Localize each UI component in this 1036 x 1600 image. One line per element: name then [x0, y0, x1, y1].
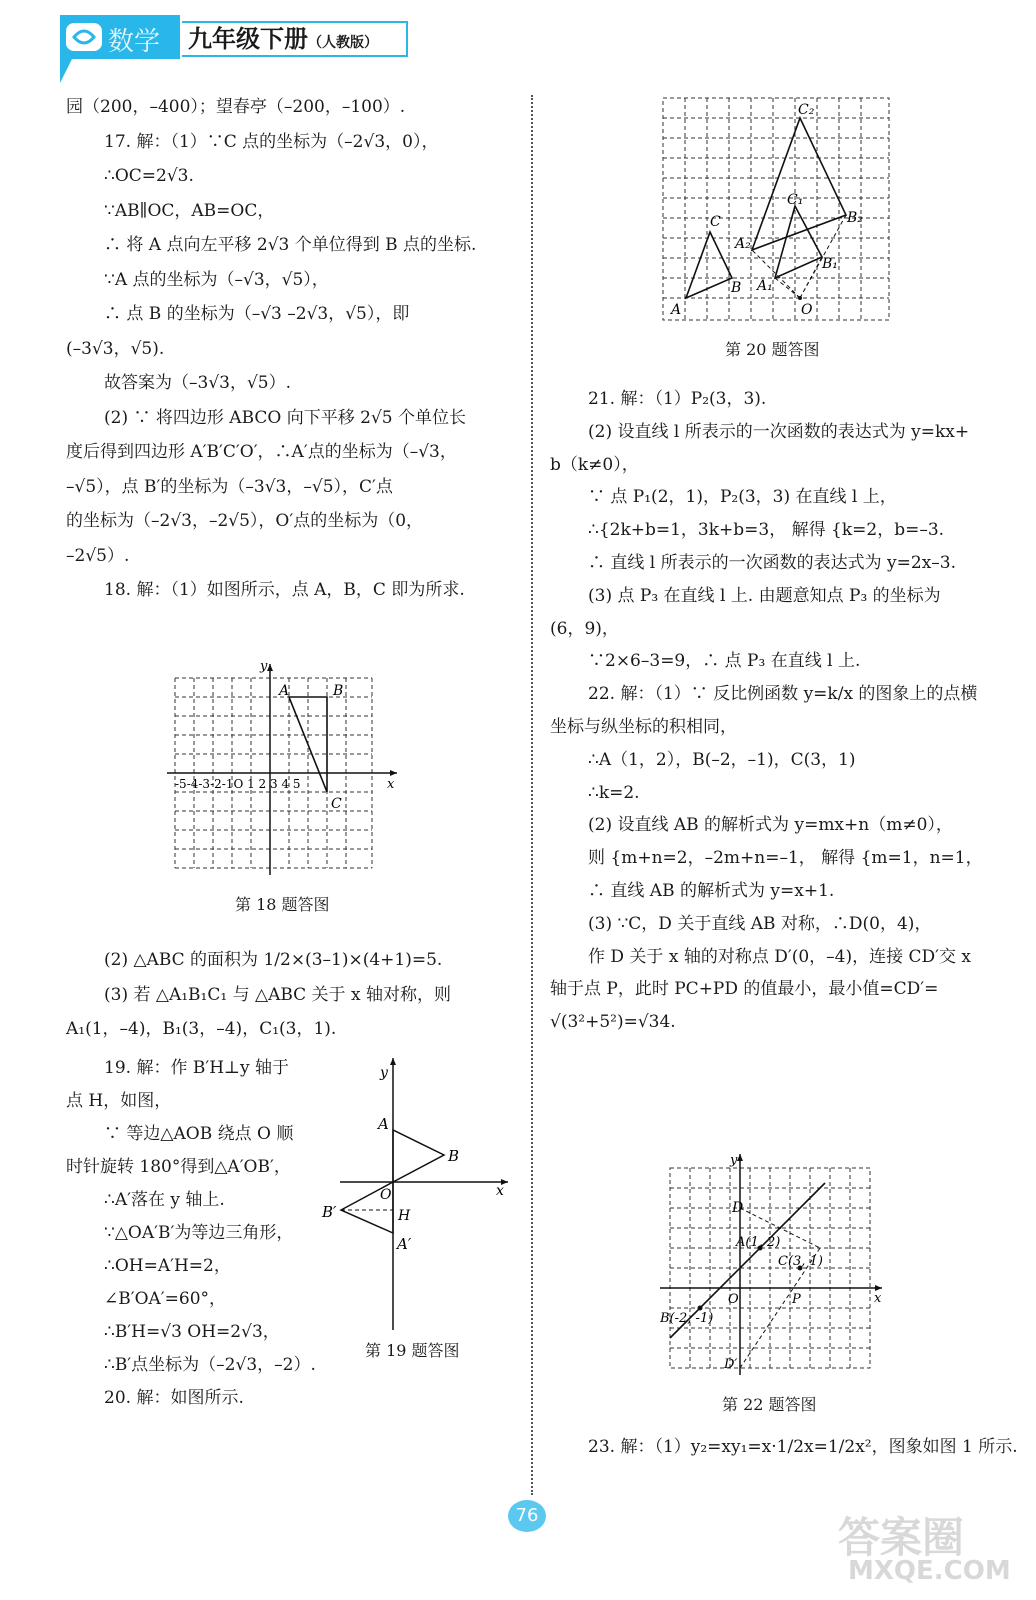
text-line: ∴A′落在 y 轴上. — [104, 1190, 225, 1210]
text-line: 轴于点 P，此时 PC+PD 的值最小，最小值=CD′= — [550, 979, 939, 1000]
text-line: 18. 解：（1）如图所示，点 A，B，C 即为所求. — [104, 580, 465, 600]
fig19-caption: 第 19 题答图 — [365, 1341, 460, 1360]
fig19-label-a: A — [378, 1115, 389, 1133]
fig19-label-a-prime: A′ — [397, 1235, 412, 1253]
fig20-label-b1: B₁ — [822, 256, 838, 272]
book-title — [182, 21, 408, 57]
text-line: (3) ∵C，D 关于直线 AB 对称，∴D(0，4)， — [588, 913, 932, 934]
grade-title: 九年级下册 — [188, 25, 308, 53]
fig22-grid-figure — [660, 1150, 890, 1378]
fig22-axis-y: y — [730, 1153, 738, 1168]
fig22-label-c: C(3, 1) — [778, 1254, 823, 1269]
fig20-label-b2: B₂ — [847, 210, 863, 226]
text-line: ∵ 点 P₁(2，1)，P₂(3，3) 在直线 l 上， — [588, 487, 897, 508]
text-line: ∴ 直线 l 所表示的一次函数的表达式为 y=2x–3. — [588, 552, 957, 573]
text-line: ∴B′点坐标为（–2√3，–2）. — [104, 1355, 316, 1375]
fig20-label-c: C — [710, 214, 721, 230]
fig19-figure — [318, 1055, 513, 1335]
badge-tail — [60, 59, 72, 83]
text-line: 点 H，如图， — [66, 1091, 172, 1111]
edition-label: （人教版） — [308, 35, 378, 51]
fig18-axis-x: x — [387, 777, 395, 792]
fig18-tick-labels: -5-4-3-2-1O 1 2 3 4 5 — [175, 777, 301, 791]
text-line: 19. 解：作 B′H⊥y 轴于 — [104, 1058, 290, 1078]
text-line: ∴ 点 B 的坐标为（–√3 –2√3，√5），即 — [104, 304, 410, 324]
watermark-text: 答案圈 — [838, 1513, 965, 1562]
text-line: (3) 点 P₃ 在直线 l 上. 由题意知点 P₃ 的坐标为 — [588, 585, 941, 606]
leaf-logo-icon — [66, 23, 102, 51]
text-line: ∵A 点的坐标为（–√3，√5）， — [104, 269, 329, 290]
fig22-label-a: A(1, 2) — [736, 1235, 781, 1250]
fig19-label-b: B — [448, 1147, 460, 1165]
text-line: (6，9)， — [550, 618, 619, 639]
right-column-q23 — [550, 1430, 1018, 1465]
text-line: 则 {m+n=2，–2m+n=–1， 解得 {m=1，n=1， — [588, 848, 983, 869]
fig20-label-a1: A₁ — [757, 278, 773, 294]
fig22-caption: 第 22 题答图 — [722, 1395, 817, 1414]
text-line: ∴B′H=√3 OH=2√3， — [104, 1322, 280, 1342]
text-line: (2) 设直线 AB 的解析式为 y=mx+n（m≠0）， — [588, 815, 953, 836]
text-line: ∵2×6–3=9，∴ 点 P₃ 在直线 l 上. — [588, 651, 861, 672]
text-line: –2√5）. — [66, 545, 130, 566]
text-line: ∵△OA′B′为等边三角形， — [104, 1223, 294, 1243]
text-line: ∠B′OA′=60°， — [104, 1289, 227, 1309]
fig18-label-b: B — [333, 683, 344, 699]
fig20-label-a: A — [671, 302, 682, 318]
page-number: 76 — [508, 1500, 546, 1532]
fig22-label-d-prime: D′ — [724, 1357, 738, 1372]
text-line: A₁(1，–4)，B₁(3，–4)，C₁(3，1). — [66, 1019, 337, 1039]
fig22-label-d: D — [732, 1200, 744, 1216]
left-column — [66, 90, 511, 608]
fig19-label-h: H — [398, 1208, 411, 1224]
text-line: 17. 解：（1）∵C 点的坐标为（–2√3，0）， — [104, 131, 439, 152]
fig20-label-b: B — [731, 280, 742, 296]
text-line: 的坐标为（–2√3，–2√5），O′点的坐标为（0， — [66, 511, 424, 531]
text-line: ∴{2k+b=1，3k+b=3， 解得 {k=2，b=–3. — [588, 520, 945, 541]
text-line: √(3²+5²)=√34. — [550, 1012, 676, 1033]
fig20-label-o: O — [801, 302, 813, 318]
fig18-grid-figure — [165, 660, 405, 880]
text-line: ∴A（1，2），B(–2，–1)，C(3，1) — [588, 749, 856, 770]
fig19-label-b-prime: B′ — [322, 1203, 337, 1221]
fig20-label-c2: C₂ — [798, 102, 815, 118]
text-line: 作 D 关于 x 轴的对称点 D′(0，–4)，连接 CD′交 x — [588, 946, 972, 967]
watermark-url: MXQE.COM — [848, 1556, 1011, 1586]
text-line: 园（200，–400）；望春亭（–200，–100）. — [66, 97, 406, 117]
text-line: 22. 解：（1）∵ 反比例函数 y=k/x 的图象上的点横 — [588, 684, 978, 705]
text-line: 23. 解：（1）y₂=xy₁=x·1/2x=1/2x²，图象如图 1 所示. — [588, 1437, 1018, 1457]
text-line: 21. 解：（1）P₂(3，3). — [588, 389, 767, 409]
text-line: 坐标与纵坐标的积相同， — [550, 716, 737, 737]
text-line: (–3√3，√5). — [66, 338, 165, 359]
fig18-axis-y: y — [260, 660, 268, 674]
text-line: 时针旋转 180°得到△A′OB′， — [66, 1157, 291, 1177]
text-line: ∵AB∥OC，AB=OC， — [104, 200, 275, 221]
column-divider — [531, 95, 533, 1495]
text-line: ∴OH=A′H=2， — [104, 1256, 231, 1276]
text-line: (2) 设直线 l 所表示的一次函数的表达式为 y=kx+ — [588, 421, 970, 442]
fig20-label-c1: C₁ — [787, 192, 804, 208]
fig18-caption: 第 18 题答图 — [235, 895, 330, 914]
subject-label: 数学 — [108, 27, 161, 57]
left-column-cont — [66, 943, 511, 1047]
text-line: 度后得到四边形 A′B′C′O′，∴A′点的坐标为（–√3， — [66, 442, 457, 462]
text-line: ∴ 直线 AB 的解析式为 y=x+1. — [588, 880, 835, 901]
text-line: b（k≠0）， — [550, 454, 639, 475]
fig19-label-o: O — [380, 1187, 392, 1203]
fig22-label-o: O — [728, 1292, 739, 1307]
text-line: ∴OC=2√3. — [104, 166, 194, 186]
fig20-caption: 第 20 题答图 — [725, 340, 820, 359]
text-line: (2) ∵ 将四边形 ABCO 向下平移 2√5 个单位长 — [104, 407, 466, 428]
fig19-axis-x: x — [496, 1183, 504, 1199]
fig19-axis-y: y — [380, 1065, 388, 1081]
fig22-axis-x: x — [874, 1291, 882, 1306]
left-column-q19 — [66, 1052, 336, 1415]
text-line: –√5），点 B′的坐标为（–3√3，–√5），C′点 — [66, 476, 393, 497]
fig22-label-p: P — [792, 1292, 801, 1307]
text-line: 20. 解：如图所示. — [104, 1388, 244, 1408]
subject-badge — [60, 15, 180, 59]
fig20-label-a2: A₂ — [735, 236, 751, 252]
fig20-grid-figure — [655, 92, 895, 327]
text-line: ∵ 等边△AOB 绕点 O 顺 — [104, 1124, 294, 1144]
fig18-label-c: C — [331, 796, 342, 812]
right-column — [550, 383, 995, 1039]
fig22-label-b: B(-2, -1) — [660, 1311, 714, 1326]
text-line: (2) △ABC 的面积为 1/2×(3–1)×(4+1)=5. — [104, 950, 443, 970]
text-line: (3) 若 △A₁B₁C₁ 与 △ABC 关于 x 轴对称，则 — [104, 984, 451, 1005]
text-line: ∴k=2. — [588, 782, 640, 803]
fig18-label-a: A — [279, 683, 290, 699]
text-line: 故答案为（–3√3，√5）. — [104, 373, 292, 393]
text-line: ∴ 将 A 点向左平移 2√3 个单位得到 B 点的坐标. — [104, 235, 477, 255]
